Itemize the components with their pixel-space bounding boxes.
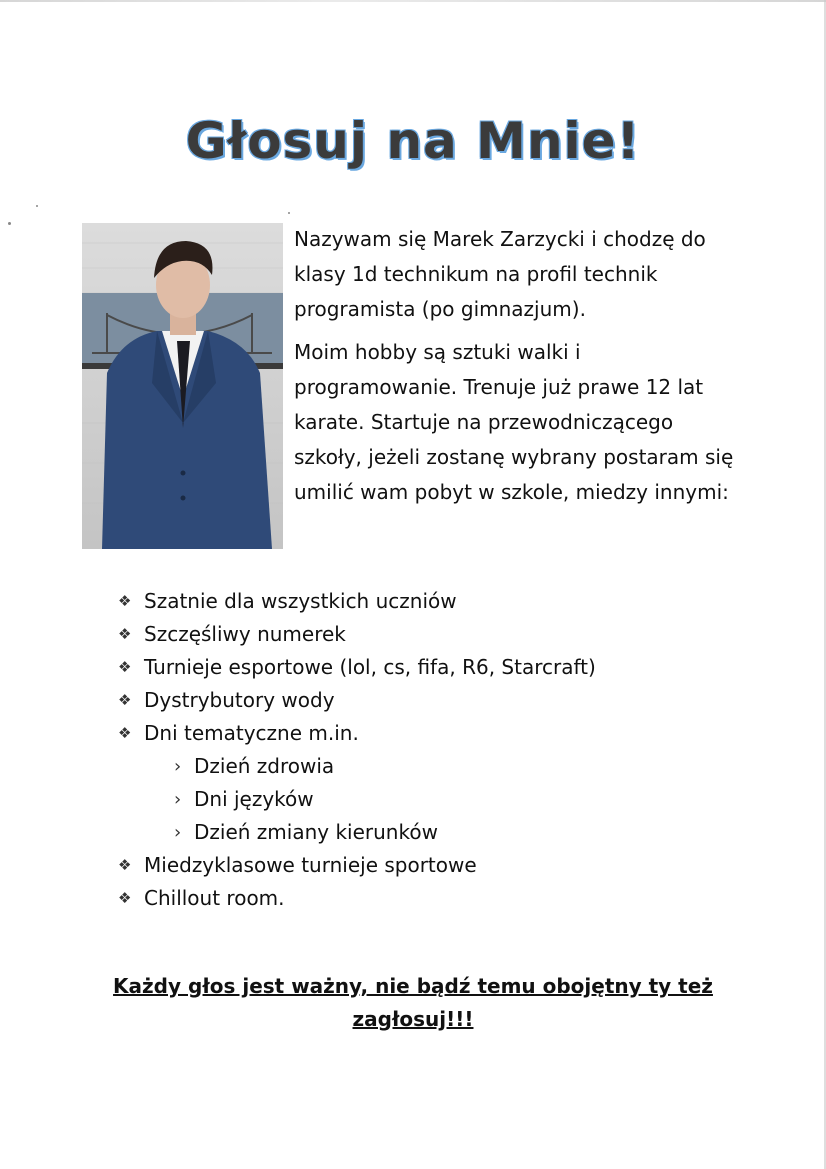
diamond-bullet-icon: ❖	[118, 625, 132, 643]
scan-speck	[36, 205, 38, 207]
scan-speck	[8, 222, 11, 225]
promises-list	[118, 585, 738, 915]
sub-list-item: › Dni języków	[118, 783, 738, 816]
list-item: ❖ Dni tematyczne m.in.	[118, 717, 738, 750]
intro-text	[294, 222, 734, 518]
scan-speck	[288, 212, 290, 214]
call-to-action-line-1: Każdy głos jest ważny, nie bądź temu obojętny ty też	[113, 974, 713, 998]
call-to-action-line-2: zagłosuj!!!	[352, 1007, 474, 1031]
page-title: Głosuj na Mnie!	[185, 112, 641, 170]
intro-paragraph-1: Nazywam się Marek Zarzycki i chodzę do klasy 1d technikum na profil technik programista (po gimnazjum).	[294, 227, 706, 321]
list-item: ❖ Chillout room.	[118, 882, 738, 915]
chevron-right-icon: ›	[174, 789, 182, 810]
sub-list-item: › Dzień zmiany kierunków	[118, 816, 738, 849]
chevron-right-icon: ›	[174, 822, 182, 843]
list-item: ❖ Turnieje esportowe (lol, cs, fifa, R6, Starcraft)	[118, 651, 738, 684]
diamond-bullet-icon: ❖	[118, 592, 132, 610]
list-item: ❖ Dystrybutory wody	[118, 684, 738, 717]
chevron-right-icon: ›	[174, 756, 182, 777]
call-to-action	[100, 970, 726, 1036]
list-item: ❖ Miedzyklasowe turnieje sportowe	[118, 849, 738, 882]
sub-list-item: › Dzień zdrowia	[118, 750, 738, 783]
list-item: ❖ Szczęśliwy numerek	[118, 618, 738, 651]
list-item: ❖ Szatnie dla wszystkich uczniów	[118, 585, 738, 618]
diamond-bullet-icon: ❖	[118, 658, 132, 676]
portrait-illustration	[82, 223, 283, 549]
diamond-bullet-icon: ❖	[118, 724, 132, 742]
diamond-bullet-icon: ❖	[118, 856, 132, 874]
intro-paragraph-2: Moim hobby są sztuki walki i programowanie. Trenuje już prawe 12 lat karate. Startuje na przewodniczącego szkoły, jeżeli zostanę wybrany postaram się umilić wam pobyt w szkole, miedzy innymi:	[294, 340, 734, 504]
diamond-bullet-icon: ❖	[118, 691, 132, 709]
diamond-bullet-icon: ❖	[118, 889, 132, 907]
scan-edge-top	[0, 0, 826, 2]
candidate-photo	[82, 223, 283, 549]
